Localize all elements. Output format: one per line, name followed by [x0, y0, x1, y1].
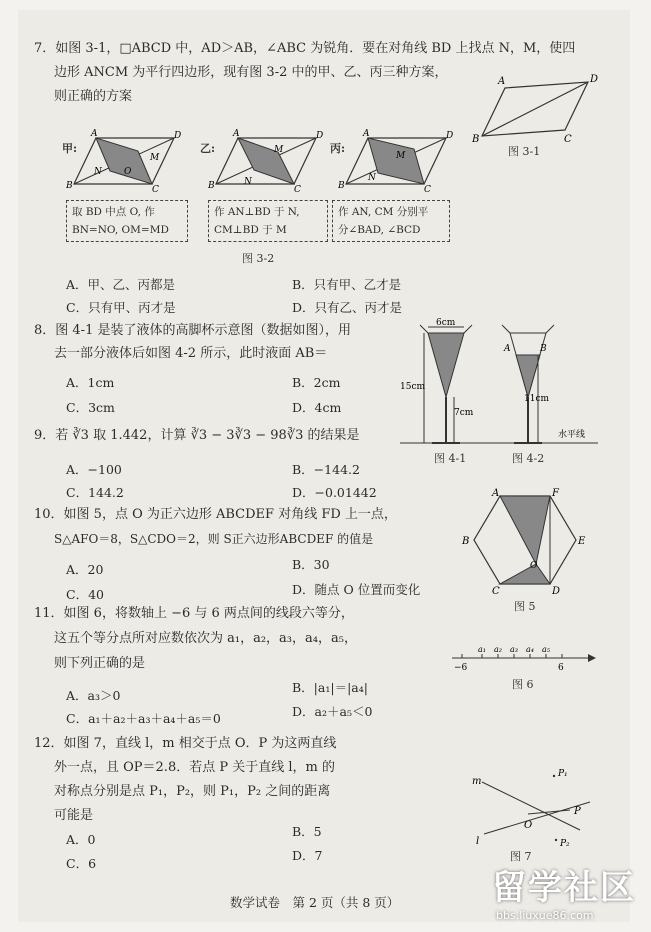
svg-text:B: B	[472, 134, 480, 145]
svg-text:P: P	[574, 806, 581, 817]
svg-text:N: N	[244, 177, 252, 187]
label-bing: 丙:	[330, 142, 346, 155]
q11-option-c[interactable]: C．a₁＋a₂＋a₃＋a₄＋a₅＝0	[66, 711, 221, 726]
q11-option-d[interactable]: D．a₂＋a₅＜0	[292, 704, 373, 719]
svg-text:a₁: a₁	[478, 645, 486, 654]
watermark	[492, 860, 636, 922]
watermark-text: 留学社区	[492, 868, 636, 908]
q12-line2: 外一点，且 OP＝2.8．若点 P 关于直线 l，m 的	[54, 760, 335, 775]
tick-minus-six: −6	[454, 663, 468, 673]
q12-option-b[interactable]: B．5	[292, 824, 322, 839]
box-bing: 作 AN, CM 分别平 分∠BAD, ∠BCD	[332, 200, 450, 242]
q10-option-c[interactable]: C．40	[66, 587, 104, 602]
svg-text:N: N	[368, 173, 376, 183]
q12-line1: 12．如图 7，直线 l，m 相交于点 O．P 为这两直线	[34, 736, 337, 751]
svg-text:a₄: a₄	[526, 645, 534, 654]
fig5-caption: 图 5	[514, 600, 536, 613]
svg-text:F: F	[552, 488, 559, 499]
fig41-caption: 图 4-1	[434, 452, 467, 465]
svg-text:M: M	[150, 153, 160, 163]
svg-text:B: B	[462, 536, 470, 547]
q9-option-b[interactable]: B．−144.2	[292, 462, 360, 477]
box-yi: 作 AN⊥BD 于 N, CM⊥BD 于 M	[208, 200, 328, 242]
q9-option-a[interactable]: A．−100	[66, 462, 122, 477]
q8-option-b[interactable]: B．2cm	[292, 375, 341, 390]
height-15-label: 15cm	[400, 382, 426, 392]
q7-option-c[interactable]: C．只有甲、丙才是	[66, 300, 176, 315]
figure-6-number-line	[448, 640, 598, 680]
q12-option-c[interactable]: C．6	[66, 856, 97, 871]
tick-six: 6	[558, 663, 564, 673]
figure-jia	[66, 128, 186, 196]
width-label: 6cm	[436, 318, 456, 328]
horizon-label: 水平线	[558, 430, 586, 440]
label-jia: 甲:	[62, 142, 78, 155]
svg-text:B: B	[540, 344, 547, 354]
svg-text:B: B	[66, 181, 73, 191]
q11-option-b[interactable]: B．|a₁|＝|a₄|	[292, 680, 368, 695]
fig31-caption: 图 3-1	[508, 145, 541, 158]
figure-bing	[338, 128, 458, 196]
fig32-caption: 图 3-2	[242, 252, 275, 265]
q9-option-c[interactable]: C．144.2	[66, 485, 124, 500]
q7-line3: 则正确的方案	[54, 89, 133, 104]
q8-line2: 去一部分液体后如图 4-2 所示，此时液面 AB＝	[54, 346, 328, 361]
svg-text:m: m	[472, 776, 482, 787]
q12-option-d[interactable]: D．7	[292, 848, 323, 863]
svg-text:C: C	[564, 134, 572, 145]
svg-text:O: O	[124, 167, 132, 177]
svg-text:B: B	[338, 181, 345, 191]
q11-option-a[interactable]: A．a₃＞0	[66, 688, 121, 703]
svg-text:M: M	[396, 151, 406, 161]
svg-text:A: A	[363, 129, 370, 139]
page-footer: 数学试卷 第 2 页（共 8 页）	[230, 895, 400, 910]
svg-text:A: A	[504, 344, 511, 354]
svg-text:E: E	[578, 536, 586, 547]
svg-text:C: C	[294, 185, 301, 195]
q11-line1: 11．如图 6，将数轴上 −6 与 6 两点间的线段六等分，	[34, 606, 354, 621]
svg-text:O: O	[530, 561, 538, 571]
svg-text:B: B	[208, 181, 215, 191]
figure-5-hexagon	[458, 488, 598, 598]
q10-option-a[interactable]: A．20	[66, 562, 104, 577]
svg-text:N: N	[94, 167, 102, 177]
svg-text:A: A	[498, 76, 506, 87]
q10-option-b[interactable]: B．30	[292, 557, 330, 572]
fig42-caption: 图 4-2	[512, 452, 545, 465]
svg-text:A: A	[492, 488, 500, 499]
q9-option-d[interactable]: D．−0.01442	[292, 485, 377, 500]
height-7-label: 7cm	[454, 408, 474, 418]
svg-text:D: D	[552, 586, 561, 597]
svg-text:l: l	[476, 836, 480, 847]
q11-line2: 这五个等分点所对应数依次为 a₁，a₂，a₃，a₄，a₅，	[54, 631, 357, 646]
q8-option-a[interactable]: A．1cm	[66, 375, 115, 390]
q7-option-b[interactable]: B．只有甲、乙才是	[292, 277, 402, 292]
svg-text:C: C	[492, 586, 500, 597]
q12-line4: 可能是	[54, 808, 94, 823]
height-11-label: 11cm	[524, 394, 550, 404]
svg-text:O: O	[524, 820, 533, 831]
q12-option-a[interactable]: A．0	[66, 832, 96, 847]
q7-option-d[interactable]: D．只有乙、丙才是	[292, 300, 403, 315]
q7-line2: 边形 ANCM 为平行四边形，现有图 3-2 中的甲、乙、丙三种方案，	[54, 65, 448, 80]
q8-option-c[interactable]: C．3cm	[66, 400, 115, 415]
svg-text:M: M	[274, 145, 284, 155]
q12-line3: 对称点分别是点 P₁，P₂，则 P₁，P₂ 之间的距离	[54, 784, 331, 799]
svg-text:C: C	[424, 185, 431, 195]
q7-option-a[interactable]: A．甲、乙、丙都是	[66, 277, 176, 292]
figure-yi	[208, 128, 328, 196]
q10-option-d[interactable]: D．随点 O 位置而变化	[292, 582, 421, 597]
figure-4	[398, 315, 613, 465]
q10-line2: S△AFO＝8，S△CDO＝2，则 S正六边形ABCDEF 的值是	[54, 532, 374, 546]
svg-text:A: A	[233, 129, 240, 139]
q10-line1: 10．如图 5，点 O 为正六边形 ABCDEF 对角线 FD 上一点，	[34, 507, 397, 522]
svg-text:a₅: a₅	[542, 645, 550, 654]
svg-text:D: D	[446, 131, 454, 141]
watermark-url: bbs.liuxue86.com	[496, 909, 594, 922]
fig6-caption: 图 6	[512, 678, 534, 691]
svg-text:P₂: P₂	[560, 839, 570, 849]
q8-line1: 8．图 4-1 是装了液体的高脚杯示意图（数据如图），用	[34, 323, 351, 338]
q7-line1: 7．如图 3-1，□ABCD 中，AD＞AB，∠ABC 为锐角．要在对角线 BD 上找点 N，M，使四	[34, 41, 576, 56]
box-jia: 取 BD 中点 O, 作 BN=NO, OM=MD	[66, 200, 188, 242]
svg-text:A: A	[91, 129, 98, 139]
svg-text:C: C	[152, 185, 159, 195]
svg-text:D: D	[174, 131, 182, 141]
figure-7-lines	[470, 762, 600, 852]
svg-text:D: D	[590, 74, 599, 85]
svg-text:P₁: P₁	[558, 769, 568, 779]
svg-text:a₃: a₃	[510, 645, 518, 654]
label-yi: 乙:	[200, 142, 216, 155]
q8-option-d[interactable]: D．4cm	[292, 400, 342, 415]
fig7-caption: 图 7	[510, 850, 532, 863]
q9-line1: 9．若 ∛3 取 1.442，计算 ∛3 − 3∛3 − 98∛3 的结果是	[34, 428, 360, 443]
q11-line3: 则下列正确的是	[54, 656, 146, 671]
svg-text:a₂: a₂	[494, 645, 502, 654]
svg-text:D: D	[316, 131, 324, 141]
